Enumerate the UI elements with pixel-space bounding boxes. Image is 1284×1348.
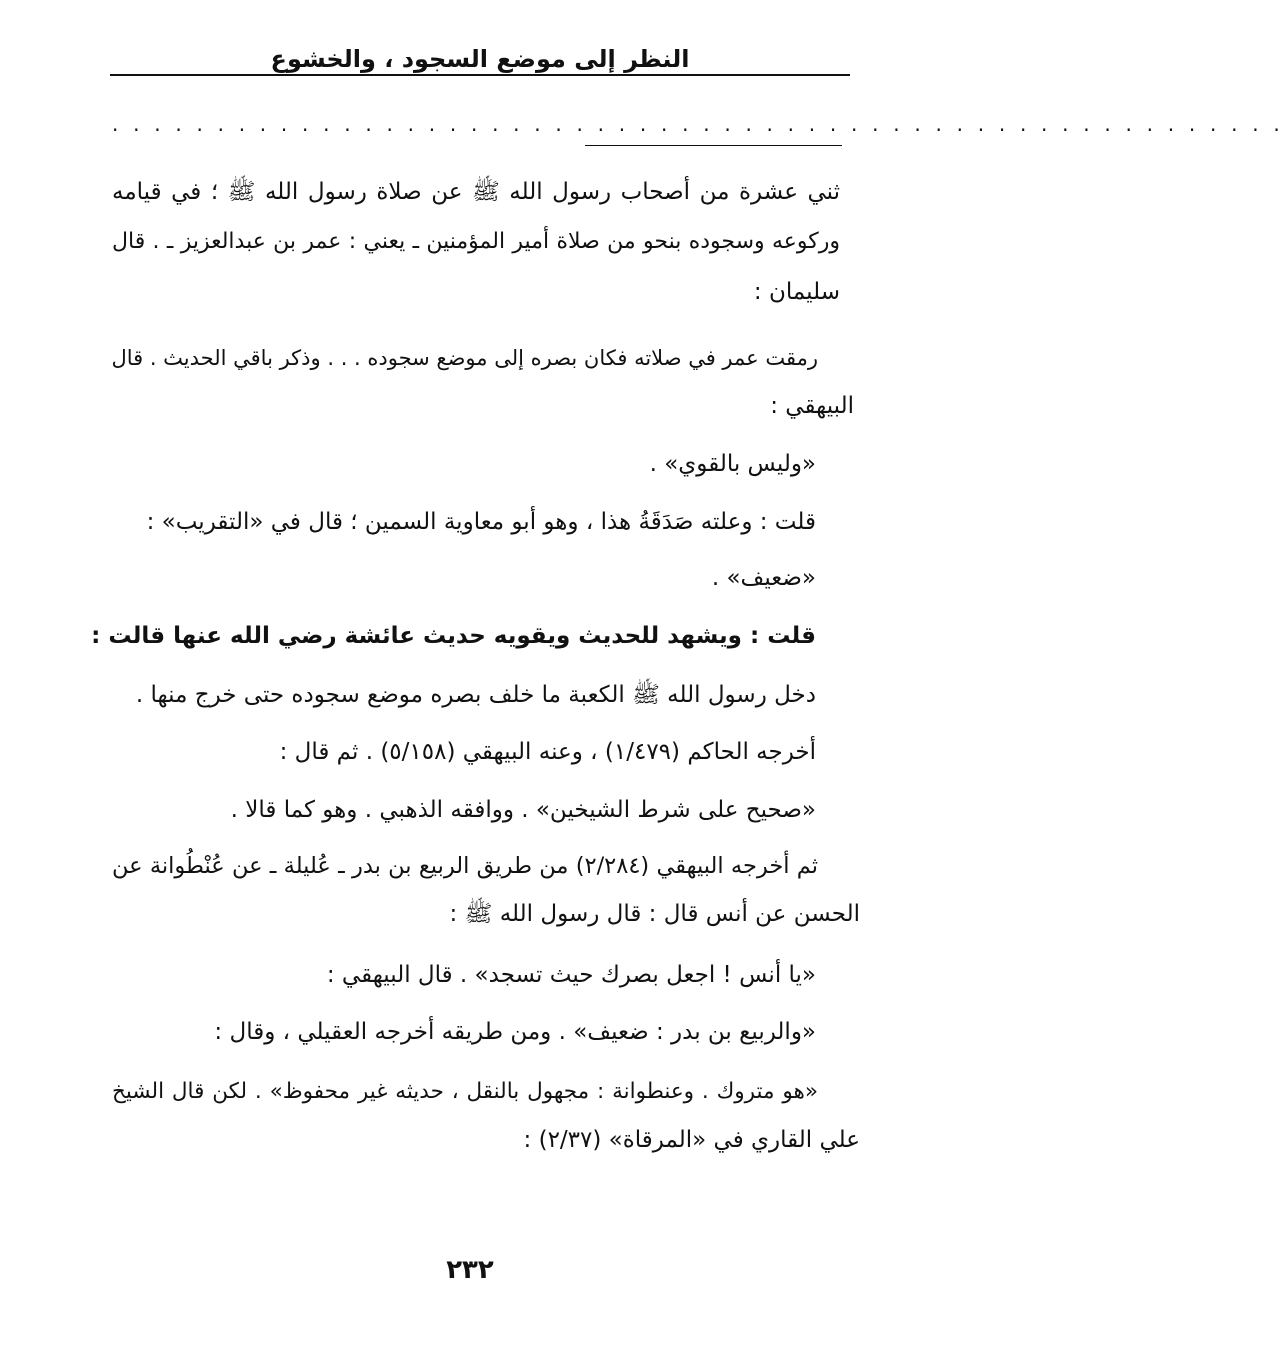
text-line-7: قلت : وعلته صَدَقَةُ هذا ، وهو أبو معاوية السمين ؛ قال في «التقريب» :: [146, 509, 816, 535]
page-number: ٢٣٢: [446, 1255, 494, 1285]
text-line-12: «صحيح على شرط الشيخين» . ووافقه الذهبي . وهو كما قالا .: [230, 797, 816, 823]
text-line-9: قلت : ويشهد للحديث ويقويه حديث عائشة رضي الله عنها قالت :: [91, 623, 816, 649]
text-line-3: سليمان :: [753, 279, 840, 305]
text-line-14: الحسن عن أنس قال : قال رسول الله ﷺ :: [449, 901, 860, 927]
dot-leader: . . . . . . . . . . . . . . . . . . . . . . . . . . . . . . . . . . . . . . . . . . . . . . . . . . . . . . . .: [112, 112, 1284, 136]
text-line-2: وركوعه وسجوده بنحو من صلاة أمير المؤمنين ـ يعني : عمر بن عبدالعزيز ـ . قال: [112, 229, 840, 254]
text-line-15: «يا أنس ! اجعل بصرك حيث تسجد» . قال البيهقي :: [326, 962, 816, 988]
running-head: النظر إلى موضع السجود ، والخشوع: [270, 45, 690, 73]
text-line-8: «ضعيف» .: [711, 565, 816, 591]
text-line-5: البيهقي :: [770, 393, 854, 419]
text-line-17: «هو متروك . وعنطوانة : مجهول بالنقل ، حديثه غير محفوظ» . لكن قال الشيخ: [112, 1079, 818, 1104]
text-line-18: علي القاري في «المرقاة» (٢/٣٧) :: [523, 1127, 860, 1153]
header-rule: [110, 74, 850, 76]
text-line-1: ثني عشرة من أصحاب رسول الله ﷺ عن صلاة رسول الله ﷺ ؛ في قيامه: [112, 179, 840, 205]
text-line-4: رمقت عمر في صلاته فكان بصره إلى موضع سجوده . . . وذكر باقي الحديث . قال: [111, 346, 818, 370]
text-line-16: «والربيع بن بدر : ضعيف» . ومن طريقه أخرجه العقيلي ، وقال :: [214, 1019, 816, 1045]
text-line-13: ثم أخرجه البيهقي (٢/٢٨٤) من طريق الربيع بن بدر ـ عُليلة ـ عن عُنْطُوانة عن: [112, 853, 818, 879]
dot-leader-rule: [585, 145, 842, 146]
text-line-10: دخل رسول الله ﷺ الكعبة ما خلف بصره موضع سجوده حتى خرج منها .: [135, 682, 816, 708]
text-line-11: أخرجه الحاكم (١/٤٧٩) ، وعنه البيهقي (٥/١٥٨) . ثم قال :: [279, 739, 816, 765]
text-line-6: «وليس بالقوي» .: [649, 451, 816, 477]
